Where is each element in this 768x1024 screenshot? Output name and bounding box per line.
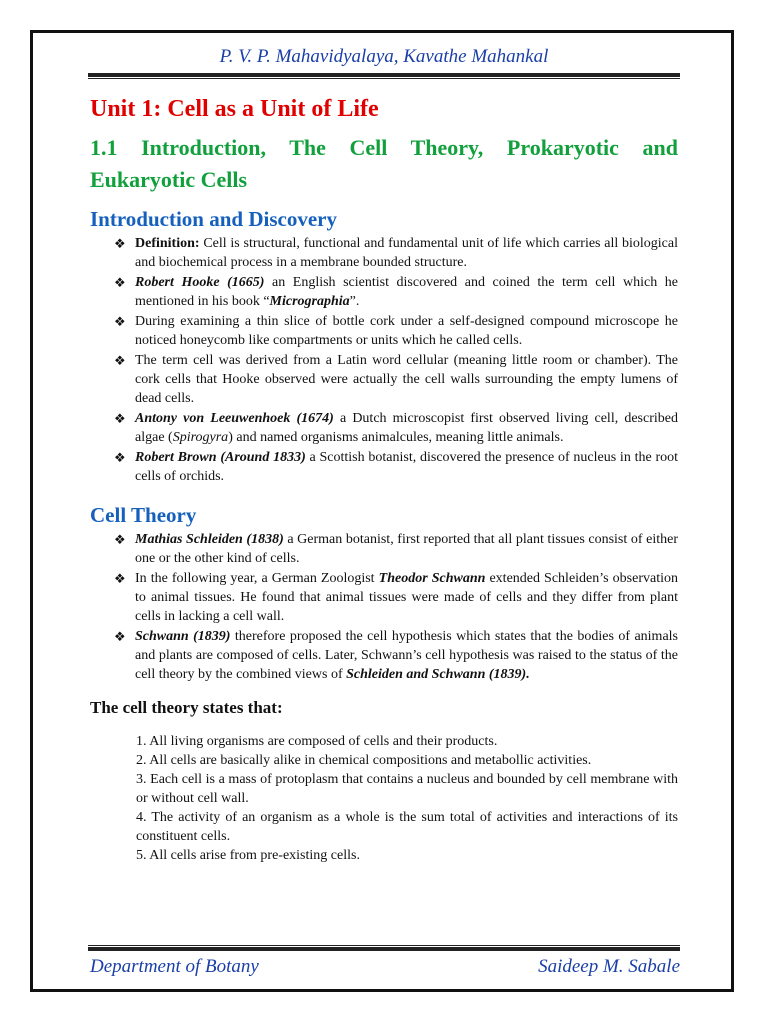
section-heading-cell-theory: Cell Theory xyxy=(90,503,197,527)
footer-department: Department of Botany xyxy=(90,956,259,977)
bullet-diamond-icon: ❖ xyxy=(114,629,126,644)
list-item: ❖ Schwann (1839) therefore proposed the cell hypothesis which states that the bodies of animals and plants are composed of cells. Later, Schwann’s cell hypothesis was raised to the status of the cell theory by the combined views of Schleiden and Schwann (1839). xyxy=(114,629,678,682)
list-item: ❖ Robert Hooke (1665) an English scientist discovered and coined the term cell which he mentioned in his book “Micrographia”. xyxy=(114,275,678,309)
list-item: ❖ Definition: Cell is structural, functional and fundamental unit of life which carries all biological and biochemical process in a membrane bounded structure. xyxy=(114,236,678,270)
list-item: 4. The activity of an organism as a whole is the sum total of activities and interactions of its constituent cells. xyxy=(136,810,678,844)
bullet-diamond-icon: ❖ xyxy=(114,353,126,368)
subunit-title: 1.1 Introduction, The Cell Theory, Prokaryotic and Eukaryotic Cells xyxy=(90,135,678,192)
page-content xyxy=(90,94,678,865)
footer-rule-thin xyxy=(88,945,680,946)
cell-theory-statement-heading: The cell theory states that: xyxy=(90,698,283,717)
cell-theory-statements xyxy=(90,732,678,865)
footer-rule xyxy=(88,947,680,951)
list-item: 5. All cells arise from pre-existing cells. xyxy=(136,848,360,863)
bullet-diamond-icon: ❖ xyxy=(114,275,126,290)
bullet-diamond-icon: ❖ xyxy=(114,314,126,329)
bullet-diamond-icon: ❖ xyxy=(114,236,126,251)
list-item: 2. All cells are basically alike in chemical compositions and metabollic activities. xyxy=(136,753,592,768)
list-item: 1. All living organisms are composed of cells and their products. xyxy=(136,734,498,749)
unit-title: Unit 1: Cell as a Unit of Life xyxy=(90,96,379,122)
list-item: ❖ During examining a thin slice of bottle cork under a self-designed compound microscope he noticed honeycomb like compartments or units which he called cells. xyxy=(114,314,678,348)
footer-author: Saideep M. Sabale xyxy=(538,956,680,977)
bullet-diamond-icon: ❖ xyxy=(114,571,126,586)
list-item: ❖ Antony von Leeuwenhoek (1674) a Dutch microscopist first observed living cell, described algae (Spirogyra) and named organisms animalcules, meaning little animals. xyxy=(114,411,678,445)
introduction-list xyxy=(90,234,678,486)
header-institution: P. V. P. Mahavidyalaya, Kavathe Mahankal xyxy=(219,46,549,67)
list-item: ❖ Mathias Schleiden (1838) a German botanist, first reported that all plant tissues consist of either one or the other kind of cells. xyxy=(114,532,678,566)
section-heading-introduction: Introduction and Discovery xyxy=(90,207,337,231)
bullet-diamond-icon: ❖ xyxy=(114,411,126,426)
list-item: ❖ In the following year, a German Zoologist Theodor Schwann extended Schleiden’s observation to animal tissues. He found that animal tissues were made of cells and they differ from plant cells in lacking a cell wall. xyxy=(114,571,678,624)
list-item: 3. Each cell is a mass of protoplasm that contains a nucleus and bounded by cell membrane with or without cell wall. xyxy=(136,772,678,806)
bullet-diamond-icon: ❖ xyxy=(114,450,126,465)
bullet-diamond-icon: ❖ xyxy=(114,532,126,547)
header-rule xyxy=(88,73,680,77)
list-item: ❖ The term cell was derived from a Latin word cellular (meaning little room or chamber). The cork cells that Hooke observed were actually the cell walls surrounding the empty lumens of dead cells. xyxy=(114,353,678,406)
list-item: ❖ Robert Brown (Around 1833) a Scottish botanist, discovered the presence of nucleus in the root cells of orchids. xyxy=(114,450,678,484)
cell-theory-list xyxy=(90,530,678,684)
header-rule-thin xyxy=(88,78,680,79)
